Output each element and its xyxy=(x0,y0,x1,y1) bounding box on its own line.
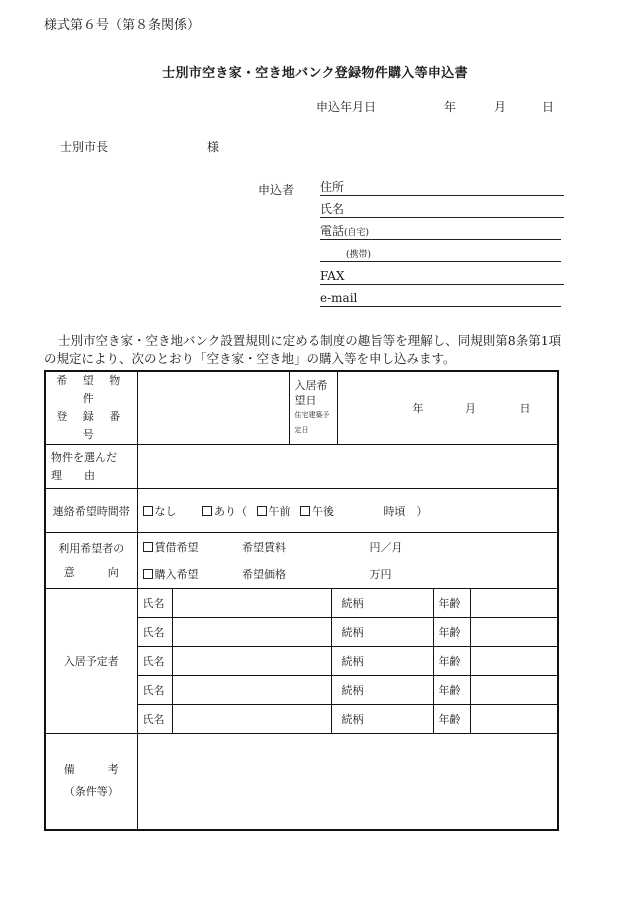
move-date-month: 月 xyxy=(465,402,476,415)
name-label: 氏名 xyxy=(320,202,345,216)
rent-option-cell xyxy=(137,533,558,561)
intent-row-rent xyxy=(45,533,558,561)
reason-input[interactable] xyxy=(137,445,558,489)
resident-name-input[interactable] xyxy=(172,647,331,676)
application-table xyxy=(44,370,559,831)
resident-relation-label: 続柄 xyxy=(331,647,433,676)
resident-age-label: 年齢 xyxy=(433,647,470,676)
resident-age-input[interactable] xyxy=(470,618,558,647)
intent-label: 利用希望者の 意 向 xyxy=(45,533,137,589)
remarks-label: 備 考 （条件等） xyxy=(45,734,137,830)
buy-option-cell xyxy=(137,561,558,589)
resident-age-label: 年齢 xyxy=(433,589,470,618)
intro-text: 士別市空き家・空き地バンク設置規則に定める制度の趣旨等を理解し、同規則第8条第1項の規定により、次のとおり「空き家・空き地」の購入等を申し込みます。 xyxy=(44,333,562,366)
resident-age-label: 年齢 xyxy=(433,705,470,734)
resident-name-label: 氏名 xyxy=(137,647,172,676)
email-field[interactable] xyxy=(320,291,561,307)
resident-name-label: 氏名 xyxy=(137,618,172,647)
fax-label: FAX xyxy=(320,269,345,283)
phone-mobile-field[interactable] xyxy=(320,246,561,262)
resident-name-label: 氏名 xyxy=(137,705,172,734)
contact-am-checkbox[interactable]: 午前 xyxy=(257,505,291,518)
page-title: 士別市空き家・空き地バンク登録物件購入等申込書 xyxy=(162,66,468,81)
resident-name-input[interactable] xyxy=(172,705,331,734)
name-field[interactable] xyxy=(320,202,564,218)
property-row xyxy=(45,371,558,445)
move-date-label: 入居希望日 住宅建築予定日 xyxy=(289,371,337,445)
application-date-label: 申込年月日 xyxy=(316,100,377,114)
resident-name-input[interactable] xyxy=(172,589,331,618)
reason-label: 物件を選んだ 理 由 xyxy=(45,445,137,489)
fax-field[interactable] xyxy=(320,269,564,285)
contact-time-label: 時頃 ） xyxy=(383,504,428,518)
buy-checkbox[interactable]: 購入希望 xyxy=(143,568,199,581)
contact-label: 連絡希望時間帯 xyxy=(45,489,137,533)
property-no-label: 希 望 物 件 登 録 番 号 xyxy=(45,371,137,445)
resident-name-label: 氏名 xyxy=(137,676,172,705)
addressee-honorific: 様 xyxy=(207,140,220,154)
date-year-label: 年 xyxy=(444,100,457,114)
phone-home-note: (自宅) xyxy=(344,228,370,238)
remarks-row xyxy=(45,734,558,830)
address-field[interactable] xyxy=(320,180,564,196)
property-no-input[interactable] xyxy=(137,371,289,445)
rent-checkbox[interactable]: 賃借希望 xyxy=(143,541,199,554)
contact-options xyxy=(137,489,558,533)
email-label: e-mail xyxy=(320,291,358,305)
contact-none-checkbox[interactable]: なし xyxy=(143,505,177,518)
contact-row xyxy=(45,489,558,533)
resident-relation-label: 続柄 xyxy=(331,618,433,647)
phone-home-field[interactable] xyxy=(320,224,561,240)
buy-unit: 万円 xyxy=(369,568,392,582)
resident-age-label: 年齢 xyxy=(433,618,470,647)
applicant-label: 申込者 xyxy=(258,183,295,197)
remarks-input[interactable] xyxy=(137,734,558,830)
rent-price-label: 希望賃料 xyxy=(242,540,286,554)
resident-age-input[interactable] xyxy=(470,647,558,676)
rent-unit: 円／月 xyxy=(369,540,403,554)
move-date-year: 年 xyxy=(412,402,424,415)
phone-label: 電話 xyxy=(320,224,345,238)
resident-age-label: 年齢 xyxy=(433,676,470,705)
address-label: 住所 xyxy=(320,180,345,194)
phone-mobile-note: (携帯) xyxy=(346,250,372,260)
resident-name-label: 氏名 xyxy=(137,589,172,618)
resident-name-input[interactable] xyxy=(172,676,331,705)
date-day-label: 日 xyxy=(542,100,555,114)
resident-age-input[interactable] xyxy=(470,676,558,705)
resident-age-input[interactable] xyxy=(470,589,558,618)
resident-relation-label: 続柄 xyxy=(331,676,433,705)
move-date-input[interactable] xyxy=(337,371,558,445)
resident-row xyxy=(45,589,558,618)
resident-relation-label: 続柄 xyxy=(331,589,433,618)
resident-name-input[interactable] xyxy=(172,618,331,647)
residents-label: 入居予定者 xyxy=(45,589,137,734)
resident-relation-label: 続柄 xyxy=(331,705,433,734)
contact-yes-checkbox[interactable]: あり（ xyxy=(202,505,247,518)
buy-price-label: 希望価格 xyxy=(242,568,286,582)
date-month-label: 月 xyxy=(494,100,507,114)
move-date-day: 日 xyxy=(519,402,531,415)
reason-row xyxy=(45,445,558,489)
addressee-name: 士別市長 xyxy=(60,140,109,154)
form-number: 様式第６号（第８条関係） xyxy=(44,18,201,33)
contact-pm-checkbox[interactable]: 午後 xyxy=(300,505,334,518)
resident-age-input[interactable] xyxy=(470,705,558,734)
